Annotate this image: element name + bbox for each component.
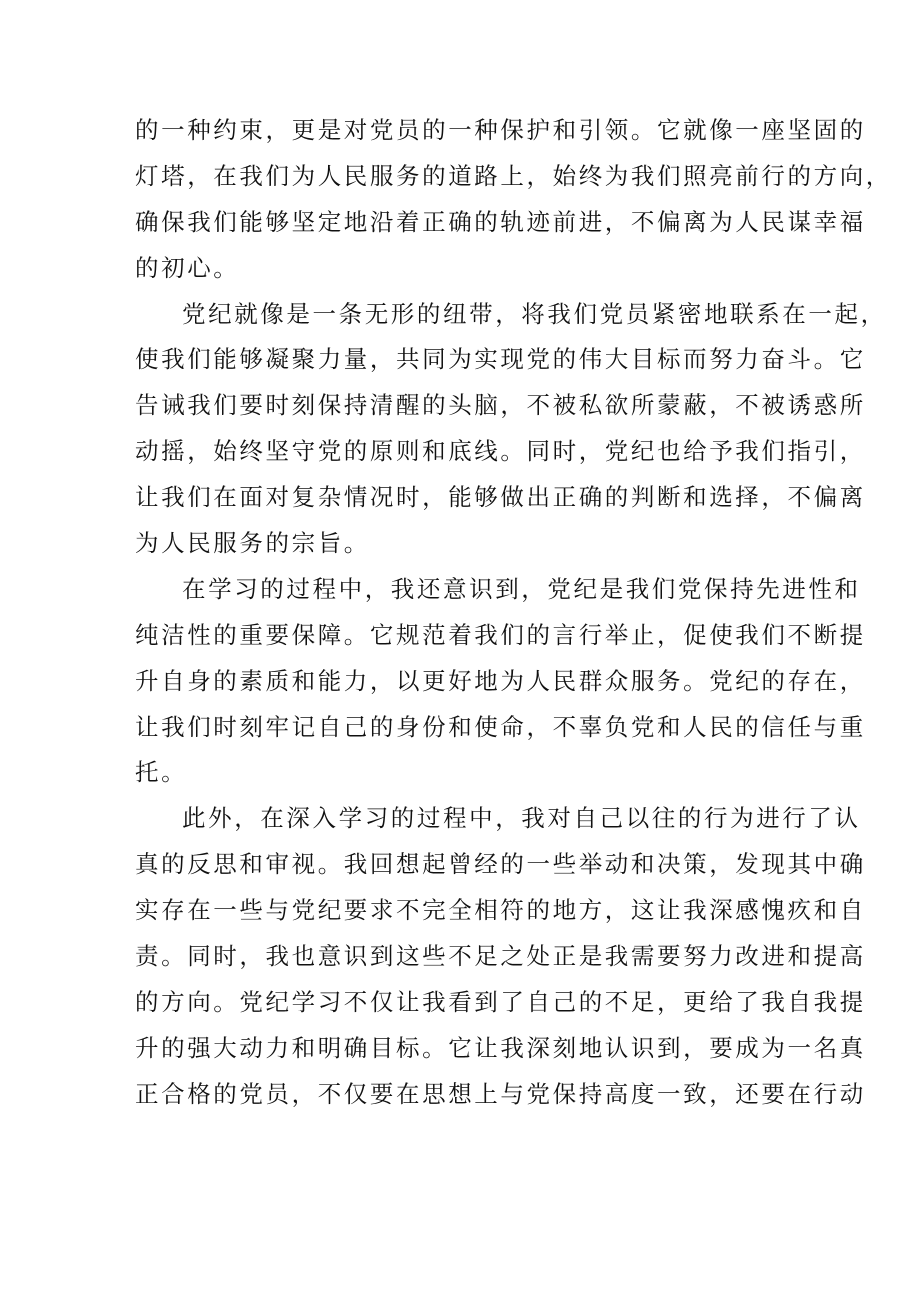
paragraph-4-line-4: 责。同时，我也意识到这些不足之处正是我需要努力改进和提高 [135, 942, 866, 971]
paragraph-1-line-1: 的一种约束，更是对党员的一种保护和引领。它就像一座坚固的 [135, 116, 866, 144]
paragraph-4-line-7: 正合格的党员，不仅要在思想上与党保持高度一致，还要在行动 [135, 1079, 866, 1108]
document-body [135, 108, 892, 1118]
paragraph-3-line-5: 托。 [135, 758, 188, 787]
paragraph-4-line-1: 此外，在深入学习的过程中，我对自己以往的行为进行了认 [182, 804, 861, 833]
paragraph-1-line-2: 灯塔，在我们为人民服务的道路上，始终为我们照亮前行的方向， [135, 161, 892, 190]
paragraph-2-line-6: 为人民服务的宗旨。 [135, 529, 370, 558]
paragraph-4-line-2: 真的反思和审视。我回想起曾经的一些举动和决策，发现其中确 [135, 850, 866, 879]
paragraph-2-line-4: 动摇，始终坚守党的原则和底线。同时，党纪也给予我们指引， [135, 437, 866, 466]
paragraph-1-line-4: 的初心。 [135, 253, 240, 282]
paragraph-2-line-1: 党纪就像是一条无形的纽带，将我们党员紧密地联系在一起， [182, 299, 887, 328]
paragraph-1-line-3: 确保我们能够坚定地沿着正确的轨迹前进，不偏离为人民谋幸福 [135, 207, 866, 236]
paragraph-4-line-3: 实存在一些与党纪要求不完全相符的地方，这让我深感愧疚和自 [135, 896, 866, 925]
paragraph-4-line-6: 升的强大动力和明确目标。它让我深刻地认识到，要成为一名真 [135, 1033, 866, 1062]
paragraph-3-line-3: 升自身的素质和能力，以更好地为人民群众服务。党纪的存在， [135, 666, 866, 695]
paragraph-2-line-3: 告诫我们要时刻保持清醒的头脑，不被私欲所蒙蔽，不被诱惑所 [135, 391, 866, 420]
paragraph-2-line-5: 让我们在面对复杂情况时，能够做出正确的判断和选择，不偏离 [135, 483, 866, 512]
paragraph-2-line-2: 使我们能够凝聚力量，共同为实现党的伟大目标而努力奋斗。它 [135, 345, 866, 374]
paragraph-4-line-5: 的方向。党纪学习不仅让我看到了自己的不足，更给了我自我提 [135, 987, 866, 1016]
paragraph-3-line-4: 让我们时刻牢记自己的身份和使命，不辜负党和人民的信任与重 [135, 712, 866, 741]
paragraph-3-line-2: 纯洁性的重要保障。它规范着我们的言行举止，促使我们不断提 [135, 620, 866, 649]
paragraph-3-line-1: 在学习的过程中，我还意识到，党纪是我们党保持先进性和 [182, 574, 861, 603]
